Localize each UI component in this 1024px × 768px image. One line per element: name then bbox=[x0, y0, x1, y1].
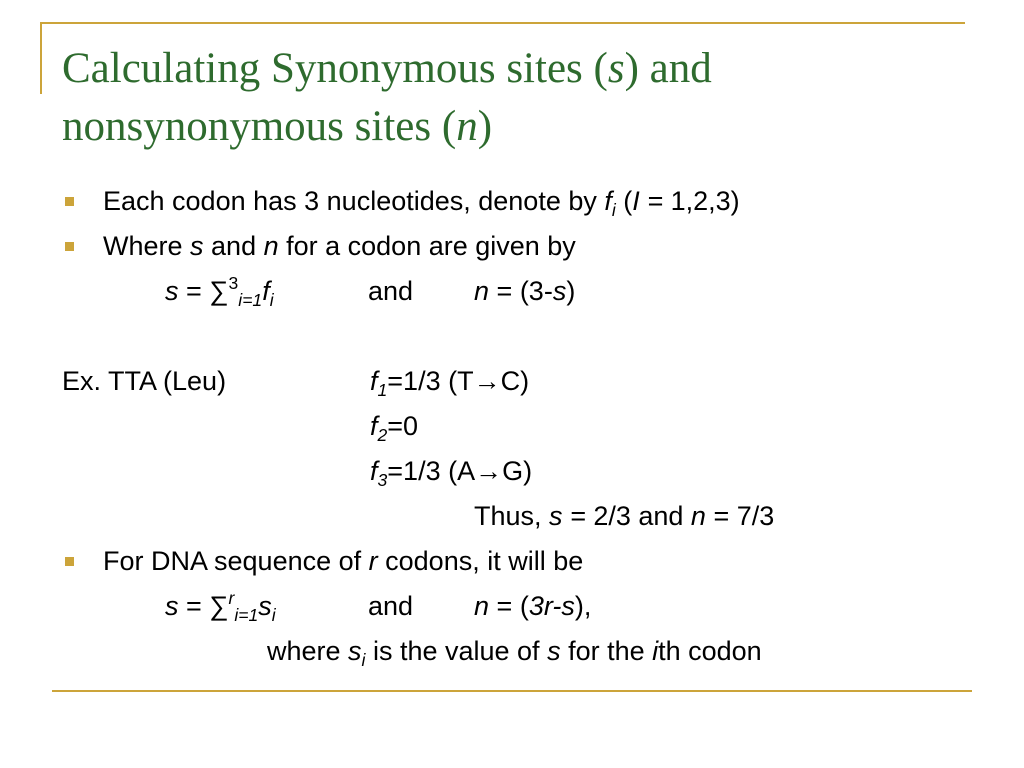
text: Thus, bbox=[474, 501, 550, 531]
var-f: f bbox=[604, 186, 612, 216]
text: ), bbox=[574, 591, 592, 621]
title-line-2 bbox=[62, 98, 962, 156]
title-text: ) and bbox=[624, 45, 712, 92]
title-line-1 bbox=[62, 40, 962, 98]
example-f1 bbox=[370, 365, 530, 400]
values: 1,2,3) bbox=[670, 186, 740, 216]
eq: = bbox=[489, 276, 520, 306]
title-text: nonsynonymous sites ( bbox=[62, 103, 457, 150]
formula-2-note bbox=[267, 635, 762, 670]
frame-top-rule bbox=[40, 22, 965, 24]
sum-symbol: = ∑ bbox=[178, 591, 229, 621]
var-n: n bbox=[474, 276, 490, 306]
text: For DNA sequence of bbox=[103, 546, 369, 576]
title-text: Calculating Synonymous sites ( bbox=[62, 45, 608, 92]
text: =1/3 (A→G) bbox=[387, 456, 533, 486]
var-r: r bbox=[368, 546, 378, 576]
text: th codon bbox=[658, 636, 762, 666]
text: =0 bbox=[387, 411, 419, 441]
text: for the bbox=[560, 636, 653, 666]
example-label bbox=[62, 365, 226, 397]
frame-left-rule bbox=[40, 22, 42, 94]
sub-i: i bbox=[269, 290, 274, 310]
slide-title bbox=[62, 40, 962, 156]
text: =1/3 (T→C) bbox=[387, 366, 530, 396]
sub-1: 1 bbox=[377, 380, 388, 400]
sub-2: 2 bbox=[377, 425, 388, 445]
text: 7/3 bbox=[736, 501, 775, 531]
text: where bbox=[267, 636, 349, 666]
text: Ex. TTA (Leu) bbox=[62, 366, 227, 396]
text: and bbox=[368, 591, 414, 621]
var-s: s bbox=[165, 276, 179, 306]
formula-2-n bbox=[474, 590, 591, 622]
text: ( bbox=[615, 186, 633, 216]
bullet-3 bbox=[103, 545, 583, 577]
eq: = bbox=[489, 591, 520, 621]
var-n: n bbox=[263, 231, 279, 261]
var-I: I bbox=[632, 186, 640, 216]
expr: 3r-s bbox=[528, 591, 575, 621]
formula-2-s bbox=[165, 588, 276, 625]
text: for a codon are given by bbox=[278, 231, 576, 261]
example-thus bbox=[474, 500, 774, 532]
frame-bottom-rule bbox=[52, 690, 972, 692]
formula-1-n bbox=[474, 275, 575, 307]
formula-2-and bbox=[368, 590, 413, 622]
bullet-square-icon bbox=[65, 242, 74, 251]
text: ( bbox=[519, 591, 529, 621]
var-s: s bbox=[190, 231, 204, 261]
example-f2 bbox=[370, 410, 419, 445]
sub-i: i bbox=[361, 650, 366, 670]
sub-3: 3 bbox=[377, 470, 388, 490]
title-text: ) bbox=[477, 103, 493, 150]
var-f: f bbox=[370, 456, 378, 486]
var-f: f bbox=[370, 411, 378, 441]
formula-1-and bbox=[368, 275, 413, 307]
sum-lower: i=1 bbox=[238, 290, 263, 310]
sum-upper: 3 bbox=[228, 273, 239, 293]
title-var-n: n bbox=[456, 103, 478, 150]
var-n: n bbox=[474, 591, 490, 621]
text: and bbox=[203, 231, 264, 261]
eq: = bbox=[705, 501, 737, 531]
var-s: s bbox=[165, 591, 179, 621]
sum-lower: i=1 bbox=[234, 605, 259, 625]
text: and bbox=[368, 276, 414, 306]
sub-i: i bbox=[611, 200, 616, 220]
text: (3- bbox=[519, 276, 553, 306]
var-s: s bbox=[547, 636, 561, 666]
title-var-s: s bbox=[607, 45, 625, 92]
text: codons, it will be bbox=[377, 546, 584, 576]
eq: = bbox=[639, 186, 671, 216]
var-s: s bbox=[348, 636, 362, 666]
text: 2/3 and bbox=[593, 501, 691, 531]
text: Where bbox=[103, 231, 191, 261]
var-n: n bbox=[690, 501, 706, 531]
bullet-1 bbox=[103, 185, 740, 220]
bullet-square-icon bbox=[65, 557, 74, 566]
example-f3 bbox=[370, 455, 533, 490]
var-i: i bbox=[652, 636, 659, 666]
var-f: f bbox=[370, 366, 378, 396]
sum-upper: r bbox=[228, 588, 235, 608]
eq: = bbox=[562, 501, 594, 531]
var-s: s bbox=[258, 591, 272, 621]
var-s: s bbox=[552, 276, 567, 306]
var-s: s bbox=[549, 501, 563, 531]
formula-1-s bbox=[165, 273, 274, 310]
text: Each codon has 3 nucleotides, denote by bbox=[103, 186, 605, 216]
var-f: f bbox=[262, 276, 270, 306]
text: ) bbox=[566, 276, 576, 306]
sub-i: i bbox=[271, 605, 276, 625]
text: is the value of bbox=[365, 636, 548, 666]
bullet-2 bbox=[103, 230, 576, 262]
sum-symbol: = ∑ bbox=[178, 276, 229, 306]
bullet-square-icon bbox=[65, 197, 74, 206]
